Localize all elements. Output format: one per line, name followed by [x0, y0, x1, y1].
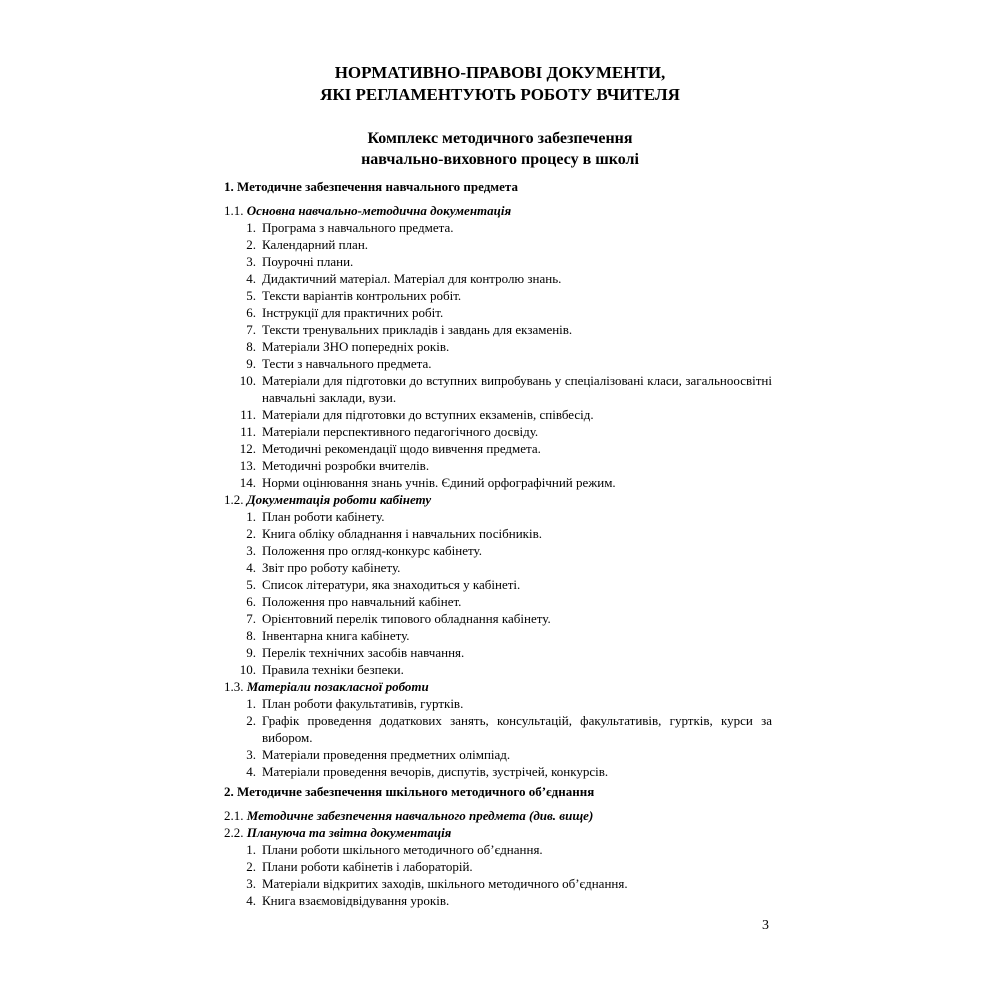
list-item-number: 8.	[246, 339, 256, 354]
list-item-number: 11.	[240, 424, 256, 439]
list-item-text: Інвентарна книга кабінету.	[262, 628, 410, 643]
list-item-number: 2.	[246, 237, 256, 252]
list-item-text: Книга обліку обладнання і навчальних посібників.	[262, 526, 542, 541]
list-item-number: 11.	[240, 407, 256, 422]
list-item	[224, 525, 772, 542]
list-item	[224, 627, 772, 644]
list-item-number: 12.	[239, 441, 256, 456]
list-item	[224, 875, 772, 892]
list-item-text: Звіт про роботу кабінету.	[262, 560, 401, 575]
list-item	[224, 508, 772, 525]
list-item	[224, 423, 772, 440]
list-item-text: Поурочні плани.	[262, 254, 354, 269]
list-item-text: Методичні розробки вчителів.	[262, 458, 430, 473]
list-item-text: Плани роботи кабінетів і лабораторій.	[262, 859, 473, 874]
list-item	[224, 474, 772, 491]
subsection-1-1-list	[224, 219, 772, 491]
list-item	[224, 763, 772, 780]
list-item	[224, 610, 772, 627]
list-item-number: 1.	[246, 696, 256, 711]
list-item-number: 7.	[246, 322, 256, 337]
subsection-number: 1.3.	[224, 679, 244, 694]
subsection-number: 1.2.	[224, 492, 244, 507]
list-item	[224, 712, 772, 746]
list-item	[224, 695, 772, 712]
title-line-2: ЯКІ РЕГЛАМЕНТУЮТЬ РОБОТУ ВЧИТЕЛЯ	[320, 85, 680, 104]
list-item-number: 8.	[246, 628, 256, 643]
list-item	[224, 661, 772, 678]
list-item	[224, 858, 772, 875]
list-item-text: План роботи факультативів, гуртків.	[262, 696, 464, 711]
list-item	[224, 457, 772, 474]
list-item-text: Інструкції для практичних робіт.	[262, 305, 444, 320]
section-1-heading: 1. Методичне забезпечення навчального предмета	[224, 179, 518, 194]
list-item-text: Тексти варіантів контрольних робіт.	[262, 288, 462, 303]
list-item-number: 3.	[246, 543, 256, 558]
list-item	[224, 355, 772, 372]
list-item	[224, 841, 772, 858]
list-item-text: Положення про огляд-конкурс кабінету.	[262, 543, 482, 558]
list-item-number: 5.	[246, 288, 256, 303]
subsection-2-2-list	[224, 841, 772, 909]
list-item-text: Книга взаємовідвідування уроків.	[262, 893, 450, 908]
list-item	[224, 440, 772, 457]
list-item-number: 14.	[239, 475, 256, 490]
list-item-text: Правила техніки безпеки.	[262, 662, 404, 677]
list-item	[224, 559, 772, 576]
list-item-text: Положення про навчальний кабінет.	[262, 594, 462, 609]
list-item-number: 2.	[246, 713, 256, 728]
list-item-text: Матеріали для підготовки до вступних екзаменів, співбесід.	[262, 407, 594, 422]
list-item-number: 4.	[246, 893, 256, 908]
page-subtitle	[0, 128, 1000, 170]
subsection-label: Матеріали позакласної роботи	[246, 679, 429, 694]
list-item-text: Тести з навчального предмета.	[262, 356, 432, 371]
subsection-2-1-heading	[224, 807, 772, 824]
subsection-1-1-heading	[224, 202, 772, 219]
list-item	[224, 287, 772, 304]
list-item	[224, 593, 772, 610]
list-item-text: Матеріали проведення вечорів, диспутів, зустрічей, конкурсів.	[262, 764, 609, 779]
list-item	[224, 746, 772, 763]
list-item	[224, 270, 772, 287]
list-item-text: Календарний план.	[262, 237, 369, 252]
list-item	[224, 372, 772, 406]
list-item-number: 1.	[246, 842, 256, 857]
list-item-text: План роботи кабінету.	[262, 509, 385, 524]
list-item-number: 3.	[246, 747, 256, 762]
list-item-text: Плани роботи шкільного методичного об’єднання.	[262, 842, 543, 857]
list-item-number: 1.	[246, 220, 256, 235]
subsection-label: Методичне забезпечення навчального предмета (див. вище)	[246, 808, 594, 823]
list-item-number: 6.	[246, 305, 256, 320]
list-item-text: Матеріали для підготовки до вступних випробувань у спеціалізовані класи, загальноосвітні навчальні заклади, вузи.	[262, 373, 772, 405]
list-item-number: 1.	[246, 509, 256, 524]
subsection-number: 2.1.	[224, 808, 244, 823]
section-2-heading: 2. Методичне забезпечення шкільного методичного об’єднання	[224, 784, 595, 799]
list-item-text: Програма з навчального предмета.	[262, 220, 454, 235]
page-title	[0, 62, 1000, 106]
list-item	[224, 406, 772, 423]
list-item-text: Графік проведення додаткових занять, консультацій, факультативів, гуртків, курси за вибором.	[262, 713, 772, 745]
list-item-text: Дидактичний матеріал. Матеріал для контролю знань.	[262, 271, 562, 286]
subsection-number: 2.2.	[224, 825, 244, 840]
list-item-text: Методичні рекомендації щодо вивчення предмета.	[262, 441, 541, 456]
list-item-text: Орієнтовний перелік типового обладнання кабінету.	[262, 611, 551, 626]
list-item-text: Список літератури, яка знаходиться у кабінеті.	[262, 577, 521, 592]
subsection-1-3-heading	[224, 678, 772, 695]
list-item-number: 2.	[246, 859, 256, 874]
list-item	[224, 253, 772, 270]
list-item-text: Перелік технічних засобів навчання.	[262, 645, 465, 660]
list-item-text: Матеріали перспективного педагогічного досвіду.	[262, 424, 539, 439]
list-item-number: 10.	[239, 373, 256, 388]
document-body	[224, 178, 772, 909]
list-item	[224, 644, 772, 661]
subsection-label: Основна навчально-методична документація	[246, 203, 512, 218]
list-item-text: Матеріали проведення предметних олімпіад.	[262, 747, 511, 762]
list-item-number: 5.	[246, 577, 256, 592]
subsection-1-2-heading	[224, 491, 772, 508]
title-line-1: НОРМАТИВНО-ПРАВОВІ ДОКУМЕНТИ,	[334, 63, 666, 82]
subsection-1-2-list	[224, 508, 772, 678]
page-number: 3	[762, 918, 769, 933]
list-item-text: Матеріали відкритих заходів, шкільного методичного об’єднання.	[262, 876, 628, 891]
list-item-number: 3.	[246, 876, 256, 891]
subsection-2-2-heading	[224, 824, 772, 841]
list-item	[224, 338, 772, 355]
list-item-number: 13.	[239, 458, 256, 473]
list-item-text: Матеріали ЗНО попередніх років.	[262, 339, 450, 354]
list-item-number: 4.	[246, 271, 256, 286]
list-item-text: Норми оцінювання знань учнів. Єдиний орфографічний режим.	[262, 475, 616, 490]
list-item-number: 9.	[246, 645, 256, 660]
list-item-number: 4.	[246, 764, 256, 779]
subtitle-line-1: Комплекс методичного забезпечення	[367, 130, 633, 147]
list-item-number: 6.	[246, 594, 256, 609]
list-item-text: Тексти тренувальних прикладів і завдань для екзаменів.	[262, 322, 573, 337]
list-item	[224, 542, 772, 559]
subtitle-line-2: навчально-виховного процесу в школі	[361, 151, 639, 168]
list-item-number: 10.	[239, 662, 256, 677]
list-item-number: 3.	[246, 254, 256, 269]
subsection-label: Документація роботи кабінету	[246, 492, 432, 507]
subsection-1-3-list	[224, 695, 772, 780]
list-item-number: 9.	[246, 356, 256, 371]
list-item-number: 7.	[246, 611, 256, 626]
list-item	[224, 304, 772, 321]
list-item-number: 2.	[246, 526, 256, 541]
list-item	[224, 892, 772, 909]
subsection-number: 1.1.	[224, 203, 244, 218]
list-item	[224, 219, 772, 236]
list-item-number: 4.	[246, 560, 256, 575]
list-item	[224, 321, 772, 338]
list-item	[224, 576, 772, 593]
subsection-label: Плануюча та звітна документація	[246, 825, 452, 840]
list-item	[224, 236, 772, 253]
